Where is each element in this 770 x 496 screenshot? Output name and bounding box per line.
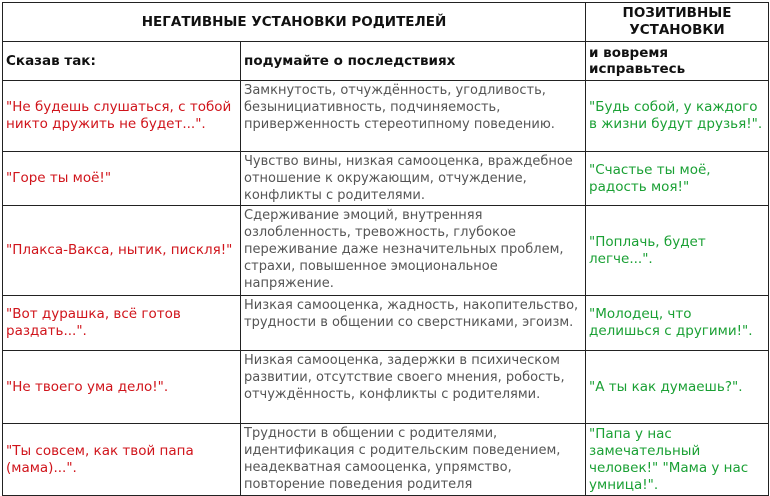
consequences-text: Замкнутость, отчуждённость, угодливость, безынициативность, подчиняемость, приверженность стереотипному поведению. [241, 81, 586, 152]
positive-title [586, 3, 769, 42]
consequences-text: Низкая самооценка, задержки в психическом развитии, отсутствие своего мнения, робость, отчуждённость, конфликты с родителями. [241, 351, 586, 424]
table-row [3, 424, 769, 496]
column-header-correct-line-1: и вовремя [589, 45, 669, 61]
title-row [3, 3, 769, 42]
negative-phrase: "Вот дурашка, всё готов раздать...". [3, 296, 241, 351]
positive-title-line-2: УСТАНОВКИ [629, 22, 725, 38]
parental-attitudes-table [2, 2, 769, 496]
positive-title-line-1: ПОЗИТИВНЫЕ [622, 5, 732, 21]
positive-phrase: "Будь собой, у каждого в жизни будут друзья!". [586, 81, 769, 152]
positive-phrase: "А ты как думаешь?". [586, 351, 769, 424]
table-row [3, 296, 769, 351]
positive-phrase: "Счастье ты моё, радость моя!" [586, 152, 769, 206]
negative-phrase: "Ты совсем, как твой папа (мама)...". [3, 424, 241, 496]
table-row [3, 206, 769, 296]
negative-phrase: "Плакса-Вакса, нытик, пискля!" [3, 206, 241, 296]
column-header-said: Сказав так: [3, 42, 241, 81]
column-header-consequences: подумайте о последствиях [241, 42, 586, 81]
consequences-text: Сдерживание эмоций, внутренняя озлобленность, тревожность, глубокое переживание даже незначительных проблем, страхи, повышенное эмоциональное напряжение. [241, 206, 586, 296]
negative-phrase: "Не твоего ума дело!". [3, 351, 241, 424]
positive-phrase: "Поплачь, будет легче...". [586, 206, 769, 296]
table-row [3, 81, 769, 152]
consequences-text: Трудности в общении с родителями, идентификация с родительским поведением, неадекватная самооценка, упрямство, повторение поведения родителя [241, 424, 586, 496]
positive-phrase: "Молодец, что делишься с другими!". [586, 296, 769, 351]
negative-title: НЕГАТИВНЫЕ УСТАНОВКИ РОДИТЕЛЕЙ [3, 3, 586, 42]
table-row [3, 351, 769, 424]
consequences-text: Низкая самооценка, жадность, накопительство, трудности в общении со сверстниками, эгоизм. [241, 296, 586, 351]
consequences-text: Чувство вины, низкая самооценка, враждебное отношение к окружающим, отчуждение, конфликты с родителями. [241, 152, 586, 206]
column-header-correct [586, 42, 769, 81]
positive-phrase: "Папа у нас замечательный человек!" "Мама у нас умница!". [586, 424, 769, 496]
column-header-correct-line-2: исправьтесь [589, 61, 686, 77]
negative-phrase: "Не будешь слушаться, с тобой никто дружить не будет...". [3, 81, 241, 152]
table-row [3, 152, 769, 206]
negative-phrase: "Горе ты моё!" [3, 152, 241, 206]
column-header-row [3, 42, 769, 81]
